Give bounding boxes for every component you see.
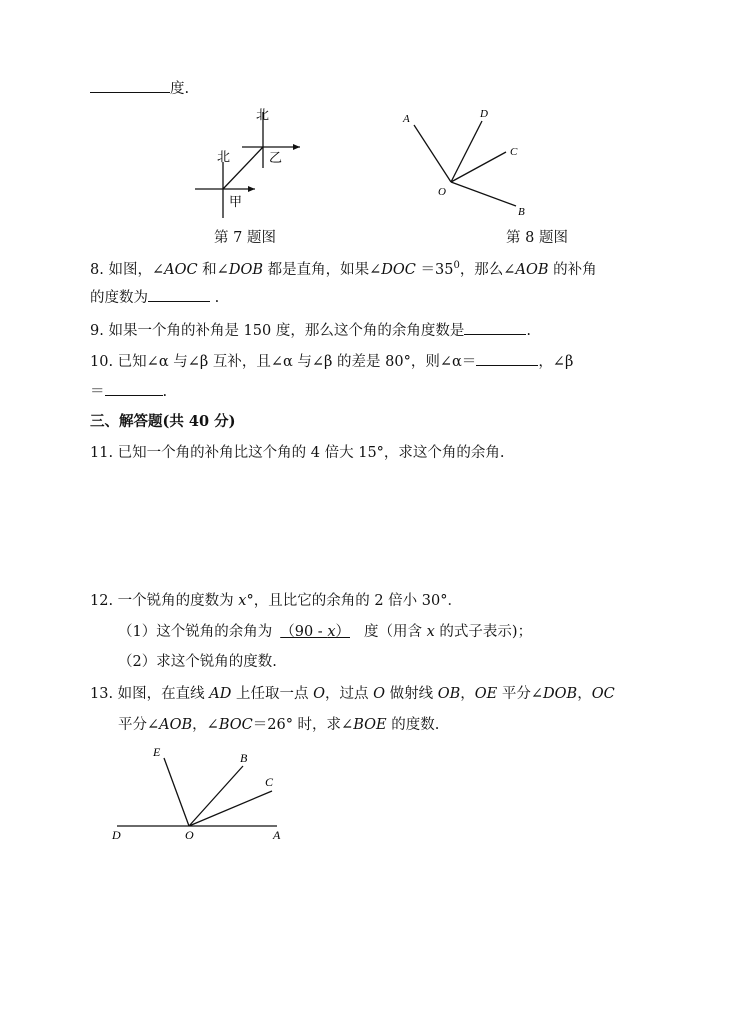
fig8-ray-OB	[451, 182, 516, 206]
fig7-yi-arrow	[293, 144, 300, 150]
fig8-caption: 第 8 题图	[506, 230, 568, 246]
q10-line-2: ＝ .	[90, 381, 167, 402]
figure-13	[105, 740, 295, 850]
fig8-label-A: A	[403, 113, 410, 125]
fig7-caption: 第 7 题图	[214, 230, 276, 246]
q9-answer-blank	[464, 320, 526, 335]
q12-sub-1: （1）这个锐角的余角为 （90 - x） 度（用含 x 的式子表示)；	[118, 624, 533, 640]
fig13-label-A: A	[273, 828, 281, 842]
q13-line-1: 13. 如图，在直线 AD 上任取一点 O，过点 O 做射线 OB，OE 平分∠DOB，OC	[90, 686, 615, 702]
fig13-label-B: B	[240, 751, 248, 765]
fig8-label-D: D	[480, 108, 488, 120]
q13-line-2: 平分∠AOB，∠BOC＝26° 时，求∠BOE 的度数.	[118, 717, 440, 733]
fig13-label-D: D	[112, 828, 121, 842]
q10-beta-blank	[105, 381, 163, 396]
fig8-ray-OA	[414, 125, 451, 182]
fig7-label-north-left: 北	[217, 149, 231, 164]
figure-7	[190, 100, 310, 220]
q11: 11. 已知一个角的补角比这个角的 4 倍大 15°，求这个角的余角.	[90, 445, 505, 461]
section-3-title: 三、解答题(共 40 分)	[90, 413, 236, 430]
q12-line-1: 12. 一个锐角的度数为 x°，且比它的余角的 2 倍小 30°．	[90, 593, 462, 609]
fig13-label-E: E	[153, 745, 161, 759]
q8-line-1: 8. 如图，∠AOC 和∠DOB 都是直角，如果∠DOC $=35^0$，那么∠AOB 的补角	[90, 260, 597, 278]
q9: 9. 如果一个角的补角是 150 度，那么这个角的余角度数是 .	[90, 320, 531, 341]
fig7-jia-arrow	[248, 186, 255, 192]
q10-alpha-blank	[476, 351, 538, 366]
fig13-ray-OE	[164, 758, 189, 826]
fig13-ray-OC	[189, 791, 272, 826]
q7-tail: 度.	[90, 78, 189, 99]
fig7-label-north-top: 北	[256, 107, 270, 122]
fig13-ray-OB	[189, 766, 243, 826]
fig8-label-O: O	[438, 186, 446, 198]
fig7-label-jia: 甲	[229, 194, 243, 209]
fig7-label-yi: 乙	[269, 150, 283, 165]
q8-answer-blank	[148, 287, 210, 302]
q7-answer-blank	[90, 78, 170, 93]
fig13-label-O: O	[185, 828, 194, 842]
q8-line-2: 的度数为 .	[90, 287, 219, 308]
q12-sub-1-answer: （90 - x）	[280, 624, 350, 640]
q10-line-1: 10. 已知∠α 与∠β 互补，且∠α 与∠β 的差是 80°，则∠α＝ ，∠β	[90, 351, 573, 372]
fig13-label-C: C	[265, 775, 274, 789]
q12-sub-2: （2）求这个锐角的度数.	[118, 654, 277, 670]
figure-8	[400, 105, 540, 220]
fig8-label-C: C	[510, 146, 518, 158]
fig8-label-B: B	[518, 206, 525, 218]
